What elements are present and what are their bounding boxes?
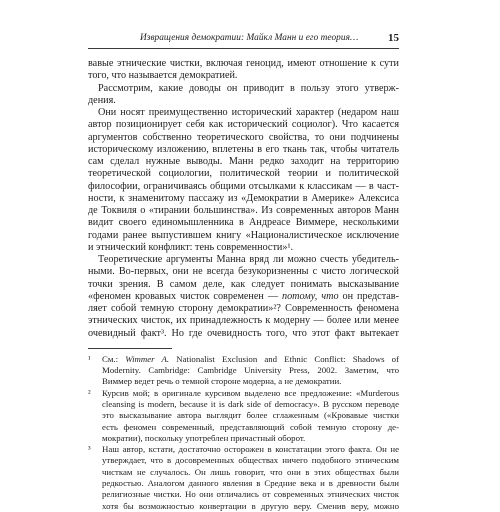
italic-emphasis: потому, что: [281, 290, 339, 302]
body-line: философии, ограничиваясь общими отсылками к классикам — в част-: [88, 180, 399, 192]
footnote-line: есть феномен современный, представляющий собой темную сторону де-: [102, 421, 399, 432]
body-line: точки зрения. В самом деле, как следует понимать высказывание: [88, 278, 399, 290]
footnote-mark: ³: [88, 444, 91, 455]
footnote-line: чисткам не случалось. Он лишь говорит, что они в этих обществах были: [102, 466, 399, 477]
footnote-text: Курсив мой; в оригинале курсивом выделено все предложение: «Murderous: [102, 387, 399, 398]
body-line: ными. Во-первых, они не всегда безукоризненны с чисто логической: [88, 266, 399, 278]
page-body: [88, 58, 399, 512]
footnote: [88, 444, 399, 512]
footnote-text: Наш автор, кстати, достаточно осторожен в констатации этого факта. Он не: [102, 444, 399, 455]
footnote: [88, 388, 399, 444]
running-title: Извращения демократии: Майкл Манн и его теория…: [140, 33, 359, 43]
body-line: ляет собой темную сторону демократии»²? Современность феномена: [88, 303, 399, 314]
body-line: ности, к знаменитому пассажу из «Демократии в Америке» Алексиса: [88, 192, 399, 204]
page-number: 15: [388, 32, 399, 44]
body-line: сам сделал нужные выводы. Манн редко заходит на территорию: [88, 156, 399, 167]
footnote-mark: ¹: [88, 353, 91, 364]
header-rule: [88, 48, 399, 49]
footnote-line: [88, 388, 399, 399]
body-line: этнических чисток, их принадлежность к модерну — более или менее: [88, 315, 399, 327]
footnote-line: [88, 354, 399, 365]
body-line: очевидный факт³. Но где очевидность того, что этот факт вытекает: [88, 327, 399, 339]
footnote-line: [88, 444, 399, 455]
footnote: [88, 354, 399, 388]
footnote-line: утверждает, что в досовременных обществах ничего подобного этническим: [102, 455, 399, 466]
body-line: «феномен кровавых чисток современен — потому, что он представ-: [88, 290, 399, 302]
footnote-line: религиозные чистки. Но они отличались от современных этнических чисток: [102, 489, 399, 500]
body-line: историческому изложению, вплетены в его ткань так, чтобы читатель: [88, 143, 399, 155]
body-line: того, что называется демократией.: [88, 70, 238, 82]
footnote-line: Modernity. Cambridge: Cambridge University Press, 2002. Заметим, что: [102, 365, 399, 376]
footnote-line: это высказывание автора выглядит более сглаженным («Кровавые чистки: [102, 410, 399, 421]
footnote-line: мократии), поскольку употреблен причастный оборот.: [102, 432, 306, 443]
footnote-line: cleansing is modern, because it is dark side of democracy». В русском переводе: [102, 398, 399, 409]
body-line: де Токвиля о «тирании большинства». Из современных авторов Манн: [88, 205, 399, 216]
body-line: годами ранее выпустившем книгу «Националистическое исключение: [88, 229, 399, 241]
footnote-line: Виммер ведет речь о темной стороне модерна, а не демократии.: [102, 376, 342, 387]
body-line: и этнический конфликт: тень современности»¹.: [88, 241, 294, 253]
footnote-line: редкостью. Аналогом данного явления в Средние века и в древности были: [102, 478, 399, 489]
italic-emphasis: Wimmer A.: [125, 353, 170, 364]
body-line: Теоретические аргументы Манна вряд ли можно счесть убедитель-: [98, 254, 399, 265]
body-line: теоретической социологии, политической теории и политической: [88, 168, 399, 180]
footnote-line: хотя бы возможностью конвертации в другую веру. Сменив веру, можно: [102, 500, 399, 511]
footnote-text: См.: Wimmer A. Nationalist Exclusion and Ethnic Conflict: Shadows of: [102, 353, 399, 364]
body-line: Они носят преимущественно исторический характер (недаром наш: [98, 107, 399, 118]
running-header: [88, 32, 399, 48]
body-line: вавые этнические чистки, включая геноцид, имеют отношение к сути: [88, 58, 399, 69]
body-line: Рассмотрим, какие доводы он приводит в пользу этого утверж-: [98, 82, 399, 94]
body-line: дения.: [88, 94, 116, 106]
body-line: аргументов собственно теоретического свойства, то они подчинены: [88, 131, 399, 143]
footnote-mark: ²: [88, 387, 91, 398]
body-line: видит своего единомышленника в Андреасе Виммере, несколькими: [88, 217, 399, 229]
footnote-rule: [88, 348, 172, 349]
body-line: автор позиционирует себя как исторический социолог). Что касается: [88, 119, 399, 131]
